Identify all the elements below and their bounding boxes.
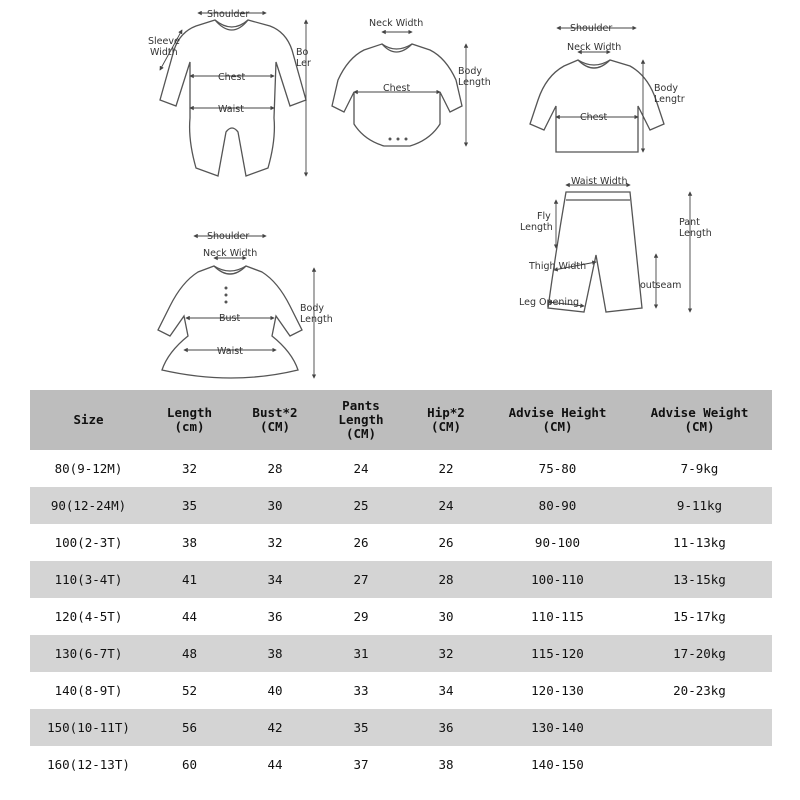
dress-body-label-1: Body — [300, 303, 324, 314]
bodysuit-neck-label: Neck Width — [369, 18, 424, 29]
cell-bust: 34 — [232, 561, 318, 598]
table-row — [30, 635, 772, 672]
cell-bust: 42 — [232, 709, 318, 746]
cell-pants-length: 24 — [318, 450, 404, 487]
cell-advise-weight: 20-23kg — [627, 672, 772, 709]
cell-length: 35 — [147, 487, 232, 524]
bodysuit-body-label-2: Length — [458, 77, 491, 88]
romper-sleeve-label-2: Width — [150, 47, 178, 58]
shirt-body-label-2: Lengtr — [654, 94, 685, 105]
bodysuit-body-label-1: Body — [458, 66, 482, 77]
shirt-chest-label: Chest — [580, 112, 608, 123]
pants-pant-label-1: Pant — [679, 217, 700, 228]
romper-diagram — [148, 9, 311, 176]
cell-bust: 36 — [232, 598, 318, 635]
pants-outseam-label: outseam — [640, 280, 682, 291]
cell-advise-weight: 9-11kg — [627, 487, 772, 524]
cell-advise-height: 110-115 — [488, 598, 627, 635]
cell-advise-weight — [627, 746, 772, 783]
cell-size: 100(2-3T) — [30, 524, 147, 561]
table-row — [30, 524, 772, 561]
cell-size: 90(12-24M) — [30, 487, 147, 524]
cell-bust: 28 — [232, 450, 318, 487]
pants-waist-label: Waist Width — [571, 176, 628, 187]
cell-advise-height: 130-140 — [488, 709, 627, 746]
cell-bust: 30 — [232, 487, 318, 524]
cell-bust: 38 — [232, 635, 318, 672]
cell-advise-height: 120-130 — [488, 672, 627, 709]
pants-thigh-label: Thigh Width — [529, 261, 587, 272]
pants-diagram — [519, 176, 712, 312]
bodysuit-diagram — [332, 18, 491, 146]
cell-advise-weight: 15-17kg — [627, 598, 772, 635]
cell-advise-height: 140-150 — [488, 746, 627, 783]
cell-length: 41 — [147, 561, 232, 598]
cell-size: 150(10-11T) — [30, 709, 147, 746]
dress-bust-label: Bust — [219, 313, 241, 324]
cell-advise-height: 115-120 — [488, 635, 627, 672]
dress-waist-label: Waist — [217, 346, 243, 357]
pants-fly-label-2: Length — [520, 222, 553, 233]
cell-pants-length: 31 — [318, 635, 404, 672]
cell-hip: 26 — [404, 524, 488, 561]
cell-pants-length: 37 — [318, 746, 404, 783]
cell-advise-height: 100-110 — [488, 561, 627, 598]
cell-pants-length: 26 — [318, 524, 404, 561]
table-row — [30, 561, 772, 598]
cell-size: 130(6-7T) — [30, 635, 147, 672]
cell-length: 38 — [147, 524, 232, 561]
table-row — [30, 598, 772, 635]
table-header-row — [30, 390, 772, 450]
measurement-diagrams — [0, 0, 800, 390]
cell-hip: 30 — [404, 598, 488, 635]
romper-chest-label: Chest — [218, 72, 246, 83]
cell-pants-length: 27 — [318, 561, 404, 598]
romper-body-label-1: Bo — [296, 47, 309, 58]
cell-hip: 32 — [404, 635, 488, 672]
cell-advise-height: 80-90 — [488, 487, 627, 524]
cell-bust: 32 — [232, 524, 318, 561]
pants-leg-label: Leg Opening — [519, 297, 580, 308]
cell-advise-weight: 13-15kg — [627, 561, 772, 598]
cell-pants-length: 35 — [318, 709, 404, 746]
cell-length: 48 — [147, 635, 232, 672]
romper-shoulder-label: Shoulder — [207, 9, 250, 20]
cell-length: 44 — [147, 598, 232, 635]
cell-advise-height: 90-100 — [488, 524, 627, 561]
cell-size: 140(8-9T) — [30, 672, 147, 709]
size-chart-table — [30, 390, 772, 783]
cell-bust: 40 — [232, 672, 318, 709]
cell-hip: 22 — [404, 450, 488, 487]
shirt-neck-label: Neck Width — [567, 42, 622, 53]
cell-hip: 38 — [404, 746, 488, 783]
cell-pants-length: 29 — [318, 598, 404, 635]
shirt-shoulder-label: Shoulder — [570, 23, 613, 34]
header-size: Size — [30, 390, 147, 450]
cell-hip: 24 — [404, 487, 488, 524]
shirt-body-label-1: Body — [654, 83, 678, 94]
header-advise-weight: Advise Weight (CM) — [627, 390, 772, 450]
romper-body-label-2: Ler — [296, 58, 311, 69]
romper-waist-label: Waist — [218, 104, 244, 115]
header-hip: Hip*2 (CM) — [404, 390, 488, 450]
table-row — [30, 672, 772, 709]
cell-pants-length: 33 — [318, 672, 404, 709]
cell-size: 80(9-12M) — [30, 450, 147, 487]
cell-size: 110(3-4T) — [30, 561, 147, 598]
cell-length: 52 — [147, 672, 232, 709]
pants-pant-label-2: Length — [679, 228, 712, 239]
cell-pants-length: 25 — [318, 487, 404, 524]
cell-advise-weight — [627, 709, 772, 746]
pants-fly-label-1: Fly — [537, 211, 551, 222]
cell-advise-weight: 7-9kg — [627, 450, 772, 487]
garment-diagrams-svg — [0, 0, 800, 390]
header-advise-height: Advise Height (CM) — [488, 390, 627, 450]
romper-sleeve-label-1: Sleeve — [148, 36, 180, 47]
shirt-diagram — [530, 23, 685, 152]
cell-advise-weight: 11-13kg — [627, 524, 772, 561]
cell-length: 60 — [147, 746, 232, 783]
header-bust: Bust*2 (CM) — [232, 390, 318, 450]
cell-hip: 36 — [404, 709, 488, 746]
cell-advise-height: 75-80 — [488, 450, 627, 487]
table-row — [30, 746, 772, 783]
bodysuit-chest-label: Chest — [383, 83, 411, 94]
dress-body-label-2: Length — [300, 314, 333, 325]
dress-neck-label: Neck Width — [203, 248, 258, 259]
table-row — [30, 709, 772, 746]
cell-advise-weight: 17-20kg — [627, 635, 772, 672]
dress-diagram — [158, 231, 333, 378]
header-length: Length (cm) — [147, 390, 232, 450]
cell-length: 32 — [147, 450, 232, 487]
cell-bust: 44 — [232, 746, 318, 783]
table-row — [30, 450, 772, 487]
cell-hip: 28 — [404, 561, 488, 598]
cell-hip: 34 — [404, 672, 488, 709]
table-row — [30, 487, 772, 524]
cell-size: 120(4-5T) — [30, 598, 147, 635]
cell-size: 160(12-13T) — [30, 746, 147, 783]
cell-length: 56 — [147, 709, 232, 746]
header-pants-length: Pants Length (CM) — [318, 390, 404, 450]
dress-shoulder-label: Shoulder — [207, 231, 250, 242]
